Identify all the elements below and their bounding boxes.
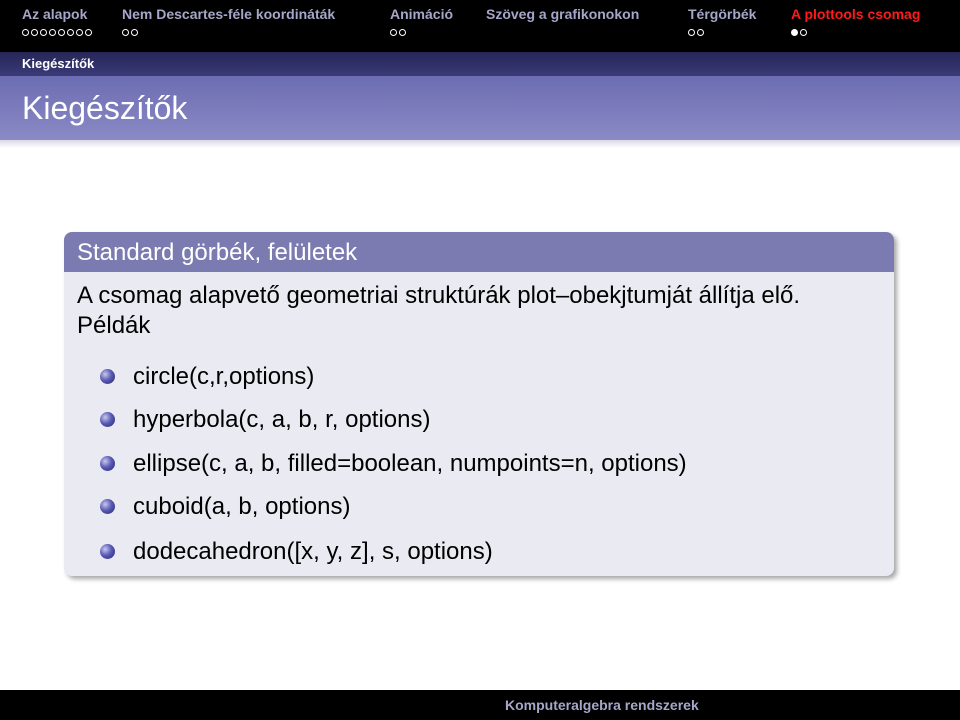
footer-title: Komputeralgebra rendszerek: [505, 697, 699, 713]
block-header: [64, 232, 894, 272]
nav-frame-dots[interactable]: [390, 29, 408, 38]
section-navigation: [0, 0, 960, 52]
list-item-text: hyperbola(c, a, b, r, options): [133, 406, 431, 433]
nav-section-label[interactable]: A plottools csomag: [791, 6, 921, 22]
nav-frame-dots[interactable]: [688, 29, 706, 38]
list-item-text: cuboid(a, b, options): [133, 493, 351, 520]
nav-section-label[interactable]: Szöveg a grafikonokon: [486, 6, 640, 22]
nav-dot[interactable]: [40, 29, 47, 36]
nav-dot[interactable]: [122, 29, 129, 36]
frame-title-bar: [0, 76, 960, 140]
nav-dot[interactable]: [697, 29, 704, 36]
footer-bar: [0, 690, 960, 720]
nav-frame-dots[interactable]: [122, 29, 140, 38]
nav-dot[interactable]: [800, 29, 807, 36]
nav-dot[interactable]: [131, 29, 138, 36]
bullet-ball-icon: [100, 456, 115, 471]
nav-section-label[interactable]: Térgörbék: [688, 6, 757, 22]
block-intro-text: A csomag alapvető geometriai struktúrák plot–obekjtumját állítja elő. Példák: [77, 282, 801, 339]
nav-dot[interactable]: [399, 29, 406, 36]
footer-left: [0, 690, 480, 720]
subsection-bar: [0, 52, 960, 76]
footer-right: [480, 690, 960, 720]
nav-dot-current[interactable]: [791, 29, 798, 36]
nav-dot[interactable]: [58, 29, 65, 36]
nav-dot[interactable]: [67, 29, 74, 36]
block-title: Standard görbék, felületek: [77, 239, 358, 266]
bullet-ball-icon: [100, 544, 115, 559]
nav-dot[interactable]: [22, 29, 29, 36]
bullet-ball-icon: [100, 369, 115, 384]
nav-dot[interactable]: [688, 29, 695, 36]
subsection-label[interactable]: Kiegészítők: [22, 56, 95, 71]
nav-section-label[interactable]: Nem Descartes-féle koordináták: [122, 6, 336, 22]
bullet-ball-icon: [100, 412, 115, 427]
list-item-text: dodecahedron([x, y, z], s, options): [133, 538, 493, 565]
nav-frame-dots[interactable]: [791, 29, 809, 38]
nav-dot[interactable]: [390, 29, 397, 36]
nav-frame-dots[interactable]: [22, 29, 94, 38]
bullet-ball-icon: [100, 499, 115, 514]
nav-dot[interactable]: [76, 29, 83, 36]
list-item-text: circle(c,r,options): [133, 363, 315, 390]
nav-dot[interactable]: [85, 29, 92, 36]
nav-section-label[interactable]: Animáció: [390, 6, 454, 22]
content-block: [64, 232, 894, 576]
nav-dot[interactable]: [31, 29, 38, 36]
nav-dot[interactable]: [49, 29, 56, 36]
title-shadow: [0, 140, 960, 148]
list-item-text: ellipse(c, a, b, filled=boolean, numpoints=n, options): [133, 450, 687, 477]
nav-section-label[interactable]: Az alapok: [22, 6, 88, 22]
frame-title: Kiegészítők: [22, 90, 188, 126]
